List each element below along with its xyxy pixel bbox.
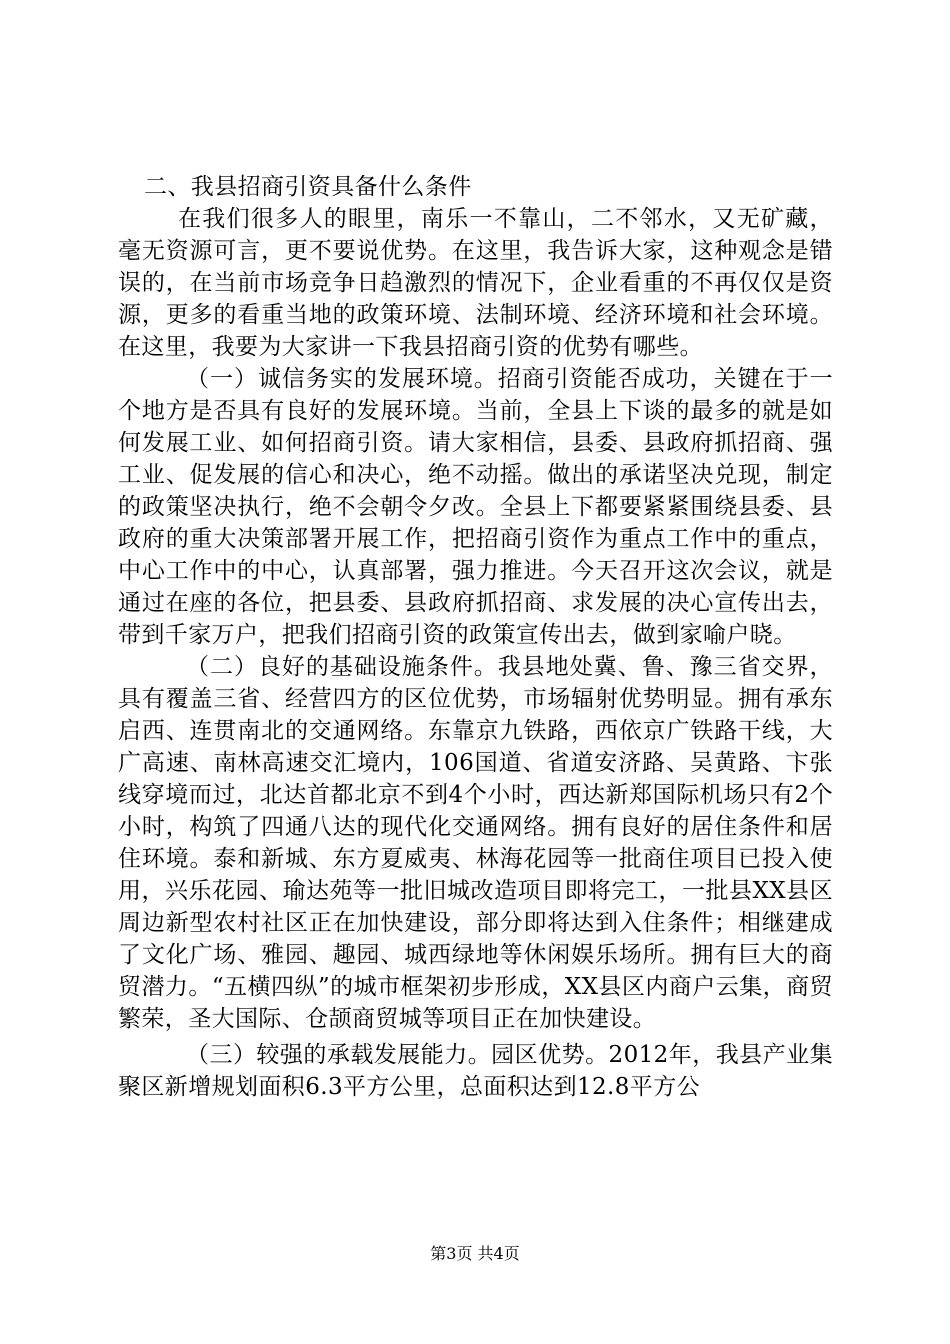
document-body <box>118 171 833 1103</box>
paragraph-integrity-environment: （一）诚信务实的发展环境。招商引资能否成功，关键在于一个地方是否具有良好的发展环境。当前，全县上下谈的最多的就是如何发展工业、如何招商引资。请大家相信，县委、县政府抓招商、强工业、促发展的信心和决心，绝不动摇。做出的承诺坚决兑现，制定的政策坚决执行，绝不会朝令夕改。全县上下都要紧紧围绕县委、县政府的重大决策部署开展工作，把招商引资作为重点工作中的重点，中心工作中的中心，认真部署，强力推进。今天召开这次会议，就是通过在座的各位，把县委、县政府抓招商、求发展的决心宣传出去，带到千家万户，把我们招商引资的政策宣传出去，做到家喻户晓。 <box>118 366 833 648</box>
paragraph-capacity: （三）较强的承载发展能力。园区优势。2012年，我县产业集聚区新增规划面积6.3平方公里，总面积达到12.8平方公 <box>118 1042 833 1100</box>
page-number: 第3页 共4页 <box>430 1244 520 1263</box>
paragraph-intro: 在我们很多人的眼里，南乐一不靠山，二不邻水，又无矿藏，毫无资源可言，更不要说优势。在这里，我告诉大家，这种观念是错误的，在当前市场竞争日趋激烈的情况下，企业看重的不再仅仅是资源，更多的看重当地的政策环境、法制环境、经济环境和社会环境。在这里，我要为大家讲一下我县招商引资的优势有哪些。 <box>118 206 833 360</box>
paragraph-infrastructure: （二）良好的基础设施条件。我县地处冀、鲁、豫三省交界，具有覆盖三省、经营四方的区位优势，市场辐射优势明显。拥有承东启西、连贯南北的交通网络。东靠京九铁路，西依京广铁路干线，大广高速、南林高速交汇境内，106国道、省道安济路、吴黄路、卞张线穿境而过，北达首都北京不到4个小时，西达新郑国际机场只有2个小时，构筑了四通八达的现代化交通网络。拥有良好的居住条件和居住环境。泰和新城、东方夏威夷、林海花园等一批商住项目已投入使用，兴乐花园、瑜达苑等一批旧城改造项目即将完工，一批县XX县区周边新型农村社区正在加快建设，部分即将达到入住条件；相继建成了文化广场、雅园、趣园、城西绿地等休闲娱乐场所。拥有巨大的商贸潜力。“五横四纵”的城市框架初步形成，XX县区内商户云集，商贸繁荣，圣大国际、仓颉商贸城等项目正在加快建设。 <box>118 654 833 1032</box>
page-footer <box>0 1244 950 1264</box>
section-heading: 二、我县招商引资具备什么条件 <box>144 174 472 200</box>
